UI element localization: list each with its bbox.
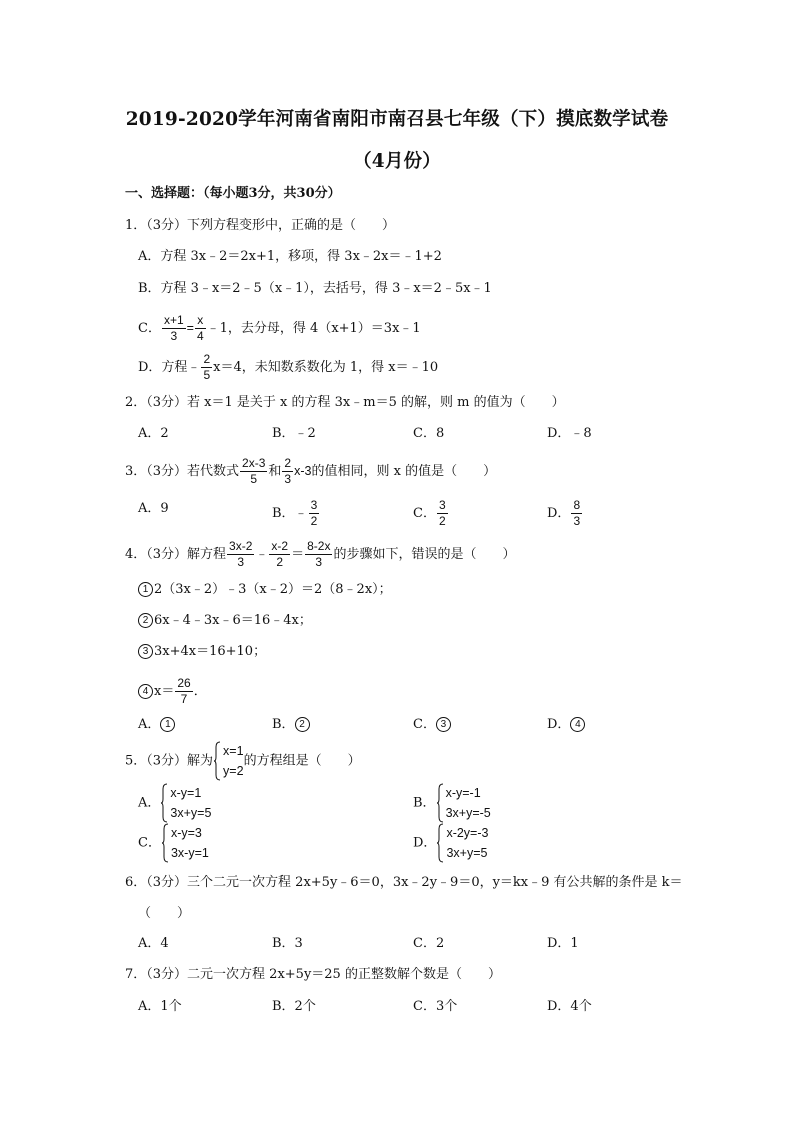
fraction: $\frac{x-2}{2}$ [271,539,289,569]
equation-system: x-y=1 3x+y=5 [160,783,211,823]
question-3-option-b: B．﹣ $\frac{3}{2}$ [272,498,318,528]
fraction: $\frac{3x-2}{3}$ [229,539,253,569]
question-6-option-d: D．1 [547,936,579,951]
question-4-option-d: D． 4 [547,714,586,736]
left-brace-icon [436,783,444,823]
question-1-stem: 1．（3分）下列方程变形中，正确的是（ ） [125,218,396,233]
question-4-stem: 4．（3分）解方程 $\frac{3x-2}{3}$ ﹣ $\frac{x-2}{2}$ ＝ $\frac{8-2x}{3}$ 的步骤如下，错误的是（ ） [125,539,516,569]
question-4-step-4: 4 x＝ $\frac{26}{7}$ ． [138,676,207,707]
question-4-step-3: 3 3x+4x＝16+10； [138,641,266,663]
fraction: $\frac{3}{2}$ [438,498,446,528]
left-brace-icon [161,823,169,863]
fraction: $\frac{8}{3}$ [573,498,581,528]
question-6-option-b: B．3 [272,936,303,951]
question-6-stem: 6．（3分）三个二元一次方程 2x+5y﹣6＝0，3x﹣2y﹣9＝0，y＝kx﹣9 有公共解的条件是 k＝ [125,875,683,890]
question-4-option-b: B． 2 [272,714,311,736]
question-2-stem: 2．（3分）若 x＝1 是关于 x 的方程 3x﹣m＝5 的解，则 m 的值为（ ） [125,395,565,410]
question-7-option-a: A．1个 [138,999,182,1014]
fraction: $\frac{3}{2}$ [310,498,318,528]
question-7-option-b: B．2个 [272,999,316,1014]
question-5-option-d: D． x-2y=-3 3x+y=5 [413,823,488,864]
question-6-stem-continued: （ ） [138,906,191,921]
question-7-option-d: D．4个 [547,999,592,1014]
fraction: $\frac{26}{7}$ [177,676,191,706]
question-3-stem: 3．（3分）若代数式 $\frac{2x-3}{5}$ 和 $\frac{2}{3}$ x-3的值相同，则 x 的值是（ ） [125,456,497,486]
question-5-option-c: C． x-y=3 3x-y=1 [138,823,209,864]
fraction: $\frac{x+1}{3}$ [163,313,184,343]
circled-number: 4 [138,684,153,699]
question-5-option-a: A． x-y=1 3x+y=5 [138,783,211,824]
page-title: 2019-2020学年河南省南阳市南召县七年级（下）摸底数学试卷 [125,109,669,130]
fraction: $\frac{2x-3}{5}$ [242,456,266,486]
circled-number: 3 [138,644,153,659]
question-1-option-c: C． $\frac{x+1}{3}$ = $\frac{x}{4}$ ﹣1，去分母，得 4（x+1）＝3x﹣1 [138,313,421,343]
left-brace-icon [160,783,168,823]
question-2-option-b: B．﹣2 [272,426,316,441]
fraction: $\frac{x}{4}$ [196,313,204,343]
fraction: $\frac{8-2x}{3}$ [307,539,331,569]
question-3-option-c: C． $\frac{3}{2}$ [413,498,446,528]
circled-number: 1 [160,717,175,732]
question-5-stem: 5．（3分）解为 x=1 y=2 的方程组是（ ） [125,741,361,782]
question-1-option-a: A．方程 3x﹣2＝2x+1，移项，得 3x﹣2x＝﹣1+2 [138,249,442,264]
question-3-option-a: A．9 [138,501,169,516]
question-4-option-c: C． 3 [413,714,452,736]
question-6-option-c: C．2 [413,936,445,951]
question-7-stem: 7．（3分）二元一次方程 2x+5y＝25 的正整数解个数是（ ） [125,967,501,982]
question-4-option-a: A． 1 [138,714,176,736]
equation-system: x-2y=-3 3x+y=5 [436,823,488,863]
question-5-option-b: B． x-y=-1 3x+y=-5 [413,783,491,824]
fraction: $\frac{2}{5}$ [203,352,211,382]
question-4-step-2: 2 6x﹣4﹣3x﹣6＝16﹣4x； [138,610,312,632]
question-2-option-a: A．2 [138,426,169,441]
left-brace-icon [213,741,221,781]
fraction: $\frac{2}{3}$ [284,456,292,486]
circled-number: 3 [436,717,451,732]
question-2-option-d: D．﹣8 [547,426,592,441]
equation-system: x-y=3 3x-y=1 [161,823,209,863]
question-7-option-c: C．3个 [413,999,458,1014]
question-4-step-1: 1 2（3x﹣2）﹣3（x﹣2）＝2（8﹣2x）； [138,579,392,601]
circled-number: 2 [138,613,153,628]
question-1-option-d: D．方程﹣ $\frac{2}{5}$ x＝4，未知数系数化为 1，得 x＝﹣10 [138,352,439,382]
circled-number: 1 [138,582,153,597]
left-brace-icon [436,823,444,863]
section-heading: 一、选择题：（每小题3分，共30分） [125,186,341,201]
question-3-option-d: D． $\frac{8}{3}$ [547,498,581,528]
circled-number: 4 [570,717,585,732]
equation-system: x=1 y=2 [213,741,244,781]
question-1-option-b: B．方程 3﹣x＝2﹣5（x﹣1），去括号，得 3﹣x＝2﹣5x﹣1 [138,281,492,296]
page-subtitle: （4月份） [353,151,441,172]
question-2-option-c: C．8 [413,426,445,441]
question-6-option-a: A．4 [138,936,169,951]
circled-number: 2 [295,717,310,732]
equation-system: x-y=-1 3x+y=-5 [436,783,491,823]
